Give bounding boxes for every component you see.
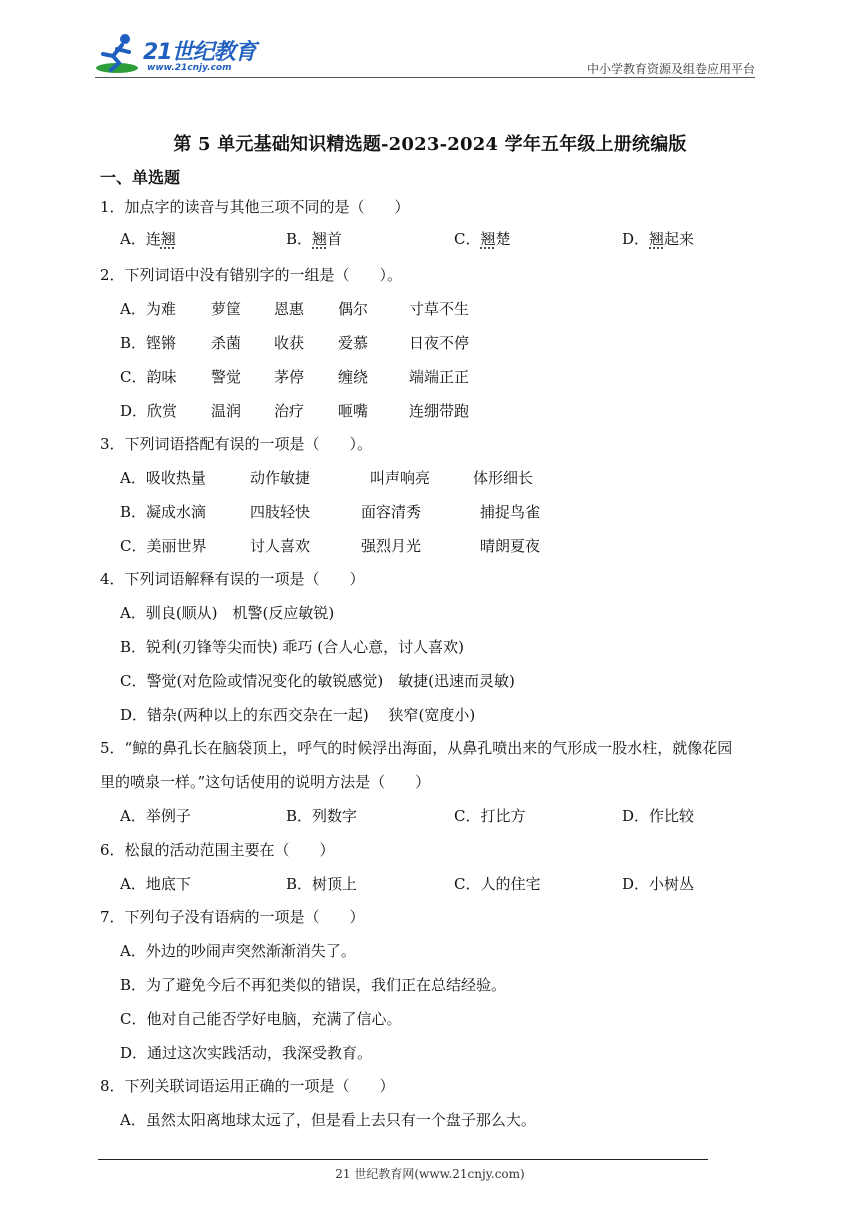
q1-option-d: D．翘起来 xyxy=(622,230,695,248)
question-3: 3．下列词语搭配有误的一项是（ ）。 xyxy=(100,435,373,453)
q7-option-a: A．外边的吵闹声突然渐渐消失了。 xyxy=(120,942,356,960)
document-title: 第 5 单元基础知识精选题-2023-2024 学年五年级上册统编版 xyxy=(173,134,687,155)
q6-option-d: D．小树丛 xyxy=(622,875,695,893)
q8-option-a: A．虽然太阳离地球太远了，但是看上去只有一个盘子那么大。 xyxy=(120,1111,536,1129)
q5-option-d: D．作比较 xyxy=(622,807,695,825)
q4-option-d: D．错杂(两种以上的东西交杂在一起) 狭窄(宽度小) xyxy=(120,706,476,724)
q6-option-a: A．地底下 xyxy=(120,875,191,893)
footer-divider xyxy=(98,1159,708,1160)
page-footer: 21 世纪教育网(www.21cnjy.com) xyxy=(335,1167,525,1181)
question-4: 4．下列词语解释有误的一项是（ ） xyxy=(100,570,365,588)
question-6: 6．松鼠的活动范围主要在（ ） xyxy=(100,841,335,859)
q1-option-a: A．连翘 xyxy=(120,230,176,248)
page-header xyxy=(95,30,755,78)
q1-option-b: B．翘首 xyxy=(286,230,343,248)
q1-option-c: C．翘楚 xyxy=(454,230,511,248)
q4-option-a: A．驯良(顺从) 机警(反应敏锐) xyxy=(120,604,335,622)
q5-option-b: B．列数字 xyxy=(286,807,358,825)
section-heading: 一、单选题 xyxy=(100,168,181,187)
q4-option-b: B．锐利(刃锋等尖而快) 乖巧 (合人心意，讨人喜欢) xyxy=(120,638,464,656)
site-logo xyxy=(95,32,265,76)
q6-option-b: B．树顶上 xyxy=(286,875,358,893)
q6-option-c: C．人的住宅 xyxy=(454,875,541,893)
q7-option-d: D．通过这次实践活动，我深受教育。 xyxy=(120,1044,373,1062)
q4-option-c: C．警觉(对危险或情况变化的敏锐感觉) 敏捷(迅速而灵敏) xyxy=(120,672,515,690)
q7-option-c: C．他对自己能否学好电脑，充满了信心。 xyxy=(120,1010,402,1028)
question-8: 8．下列关联词语运用正确的一项是（ ） xyxy=(100,1077,395,1095)
q7-option-b: B．为了避免今后不再犯类似的错误，我们正在总结经验。 xyxy=(120,976,507,994)
q5-option-c: C．打比方 xyxy=(454,807,526,825)
question-1: 1．加点字的读音与其他三项不同的是（ ） xyxy=(100,198,410,216)
question-7: 7．下列句子没有语病的一项是（ ） xyxy=(100,908,365,926)
question-5-line-2: 里的喷泉一样。”这句话使用的说明方法是（ ） xyxy=(100,773,431,791)
question-5-line-1: 5．“鲸的鼻孔长在脑袋顶上，呼气的时候浮出海面，从鼻孔喷出来的气形成一股水柱，就像花园 xyxy=(100,739,733,757)
question-2: 2．下列词语中没有错别字的一组是（ ）。 xyxy=(100,266,403,284)
q5-option-a: A．举例子 xyxy=(120,807,191,825)
runner-logo-icon xyxy=(95,32,141,76)
header-divider xyxy=(95,77,755,78)
platform-name: 中小学教育资源及组卷应用平台 xyxy=(586,62,755,76)
logo-subtitle: www.21cnjy.com xyxy=(147,63,232,73)
logo-title: 21世纪教育 xyxy=(143,40,256,65)
